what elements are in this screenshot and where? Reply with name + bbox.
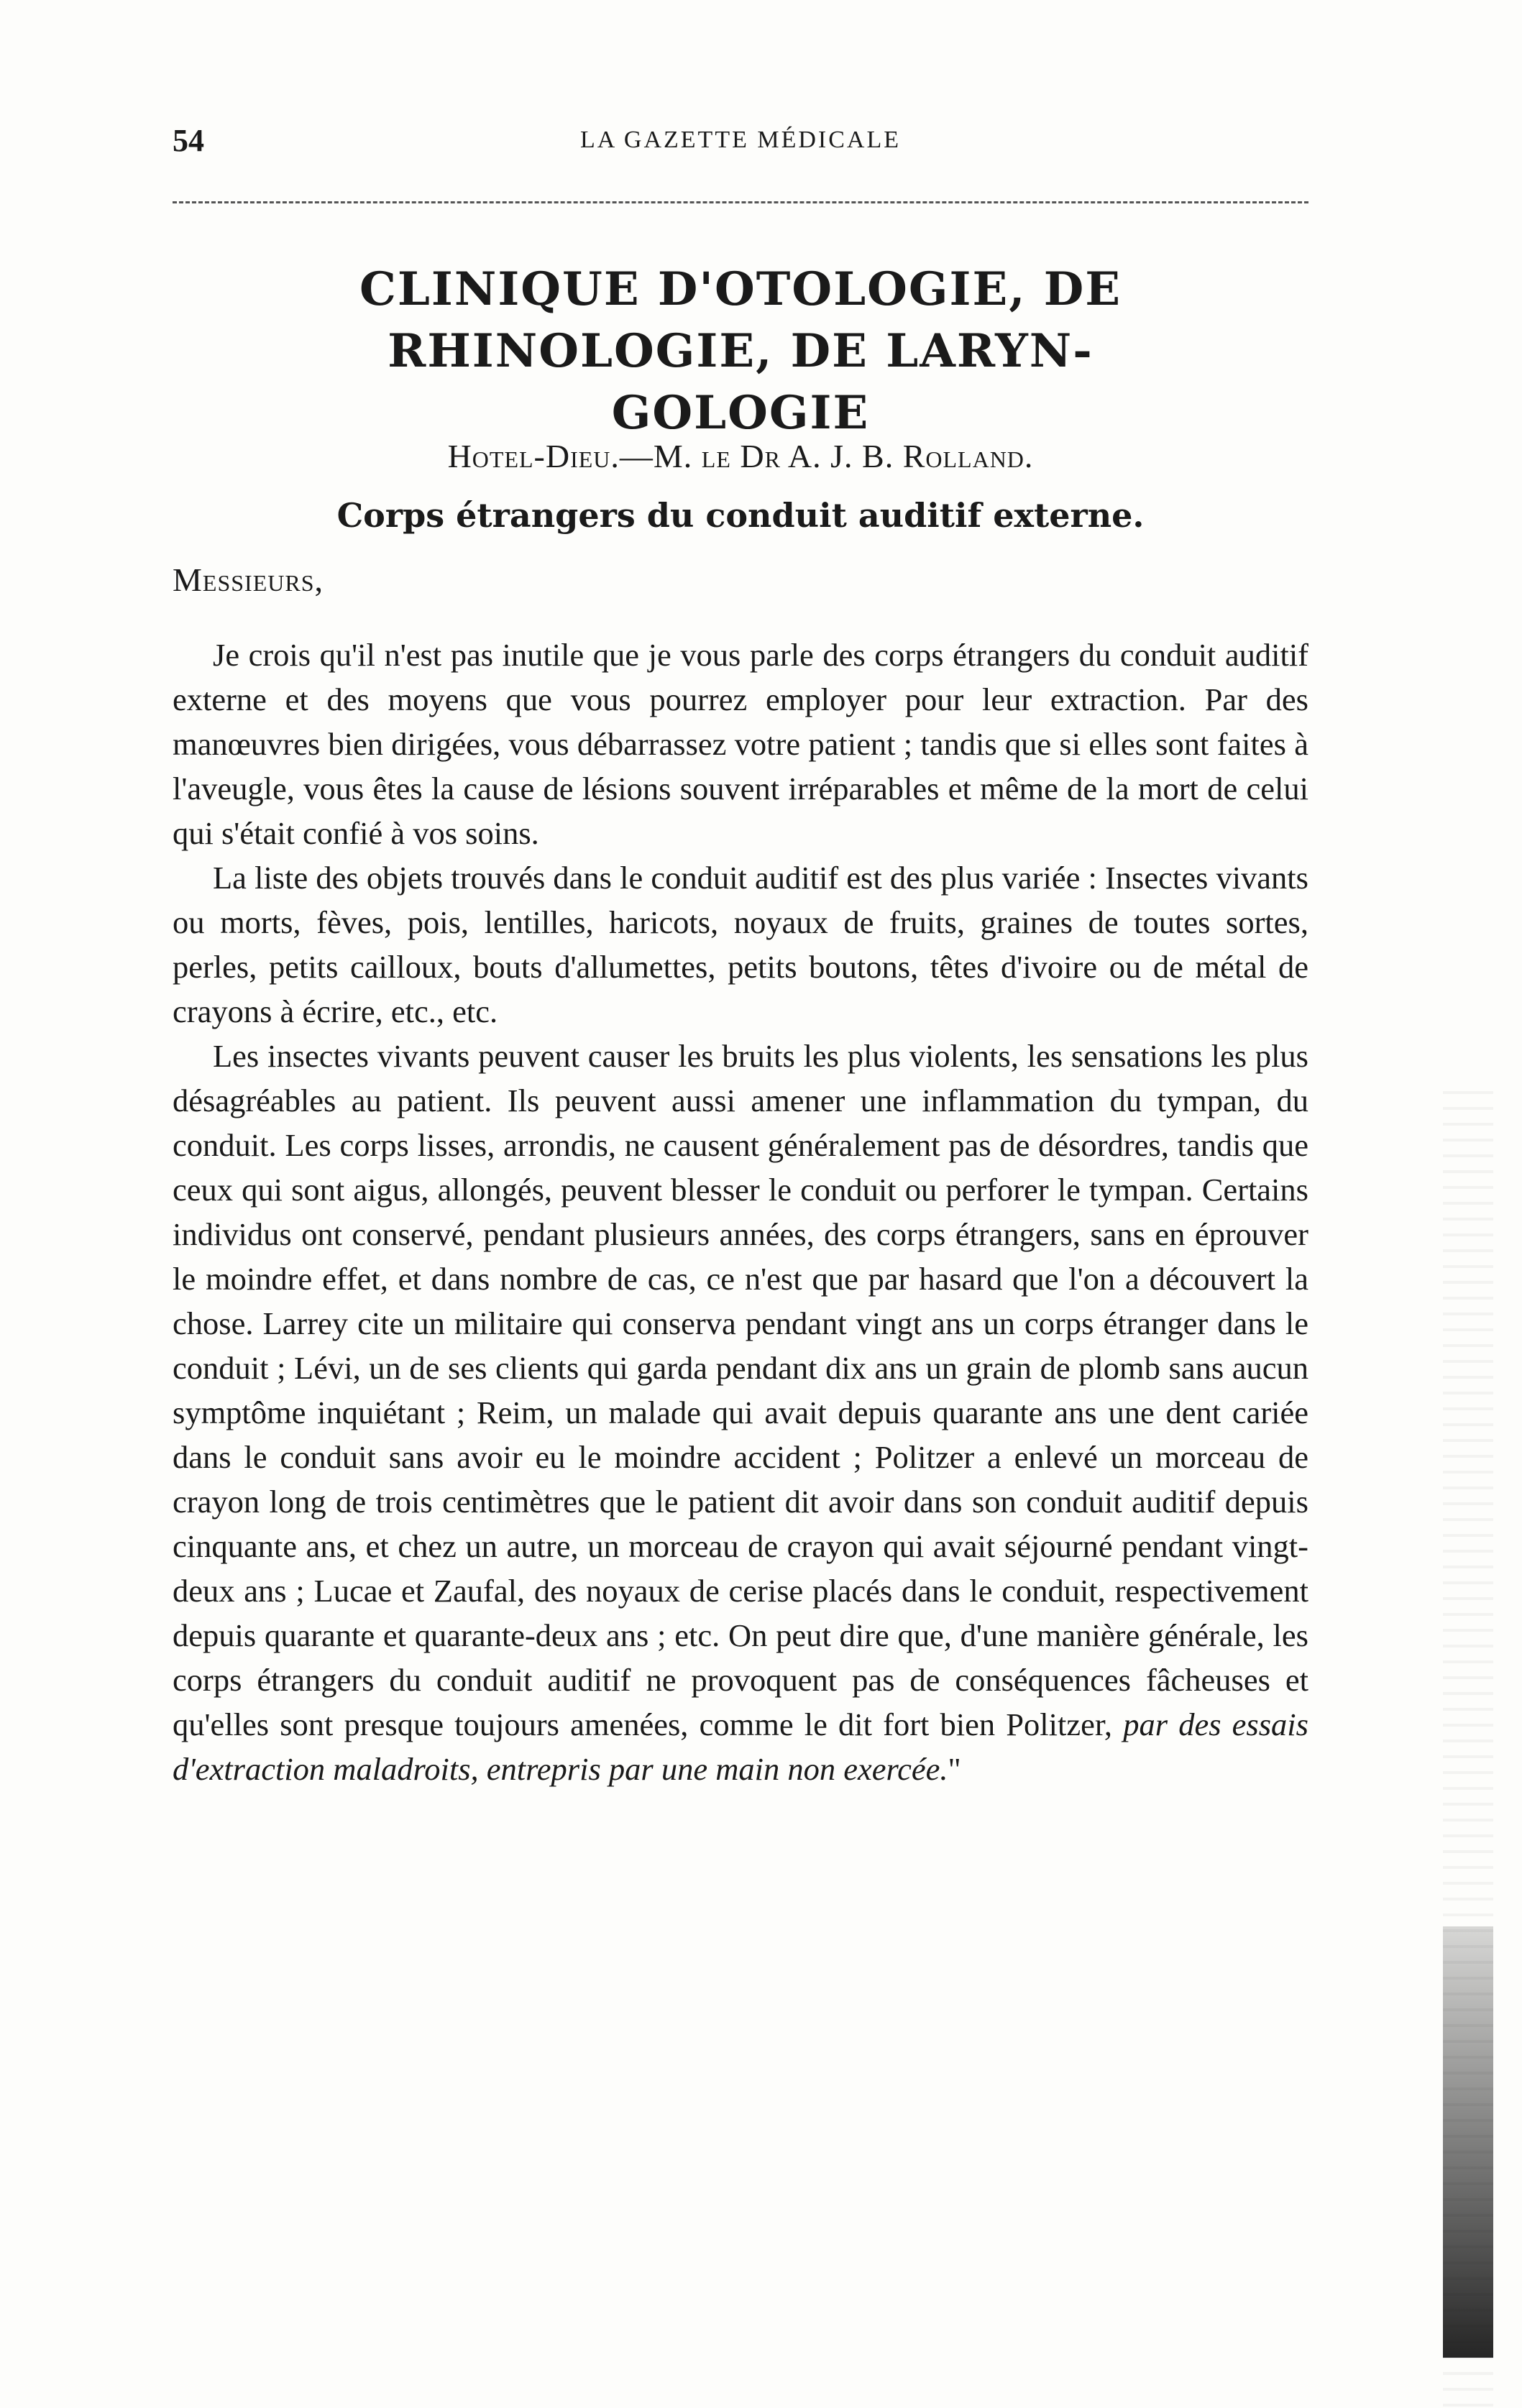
title-line-2: GOLOGIE (611, 386, 870, 440)
page-header (173, 122, 1308, 165)
quote-text: par des essais d'extraction maladroits, entrepris par une main non exercée. (173, 1706, 1308, 1787)
article-title (173, 259, 1308, 444)
page-number: 54 (173, 123, 204, 158)
quote-close: " (948, 1751, 961, 1787)
paragraph-1: Je crois qu'il n'est pas inutile que je vous parle des corps étrangers du conduit auditif externe et des moyens que vous pourrez employer pour leur extraction. Par des manœuvres bien dirigées, vous débarrassez votre patient ; tandis que si elles sont faites à l'aveugle, vous êtes la cause de lésions souvent irréparables et même de la mort de celui qui s'était confié à vos soins. (173, 637, 1308, 851)
article-subtitle: Corps étrangers du conduit auditif externe. (336, 496, 1145, 535)
header-rule (173, 201, 1308, 203)
title-line-1: CLINIQUE D'OTOLOGIE, DE RHINOLOGIE, DE LARYN- (359, 262, 1122, 378)
salutation: Messieurs, (173, 561, 324, 598)
scan-margin-strip (1443, 1926, 1493, 2358)
article-body (173, 633, 1308, 1791)
document-page (173, 122, 1308, 1787)
byline: Hotel-Dieu.—M. le Dr A. J. B. Rolland. (447, 438, 1034, 474)
paragraph-2: La liste des objets trouvés dans le conduit auditif est des plus variée : Insectes vivants ou morts, fèves, pois, lentilles, haricots, noyaux de fruits, graines de toutes sortes, perles, petits cailloux, bouts d'allumettes, petits boutons, têtes d'ivoire ou de métal de crayons à écrire, etc., etc. (173, 860, 1308, 1029)
paragraph-3 (173, 1034, 1308, 1791)
running-title: LA GAZETTE MÉDICALE (579, 127, 902, 153)
paragraph-3-text: Les insectes vivants peuvent causer les bruits les plus violents, les sensations les plus désagréables au patient. Ils peuvent aussi amener une inflammation du tympan, du conduit. Les corps lisses, arrondis, ne causent généralement pas de désordres, tandis que ceux qui sont aigus, allongés, peuvent blesser le conduit ou perforer le tympan. Certains individus ont conservé, pendant plusieurs années, des corps étrangers, sans en éprouver le moindre effet, et dans nombre de cas, ce n'est que par hasard que l'on a découvert la chose. Larrey cite un militaire qui conserva pendant vingt ans un corps étranger dans le conduit ; Lévi, un de ses clients qui garda pendant dix ans un grain de plomb sans aucun symptôme inquiétant ; Reim, un malade qui avait depuis quarante ans une dent cariée dans le conduit sans avoir eu le moindre accident ; Politzer a enlevé un morceau de crayon long de trois centimètres que le patient dit avoir dans son conduit auditif depuis cinquante ans, et chez un autre, un morceau de crayon qui avait séjourné pendant vingt-deux ans ; Lucae et Zaufal, des noyaux de cerise placés dans le conduit, respectivement depuis quarante et quarante-deux ans ; etc. On peut dire que, d'une manière générale, les corps étrangers du conduit auditif ne provoquent pas de conséquences fâcheuses et qu'elles sont presque toujours amenées, comme le dit fort bien Politzer, (173, 1038, 1308, 1742)
